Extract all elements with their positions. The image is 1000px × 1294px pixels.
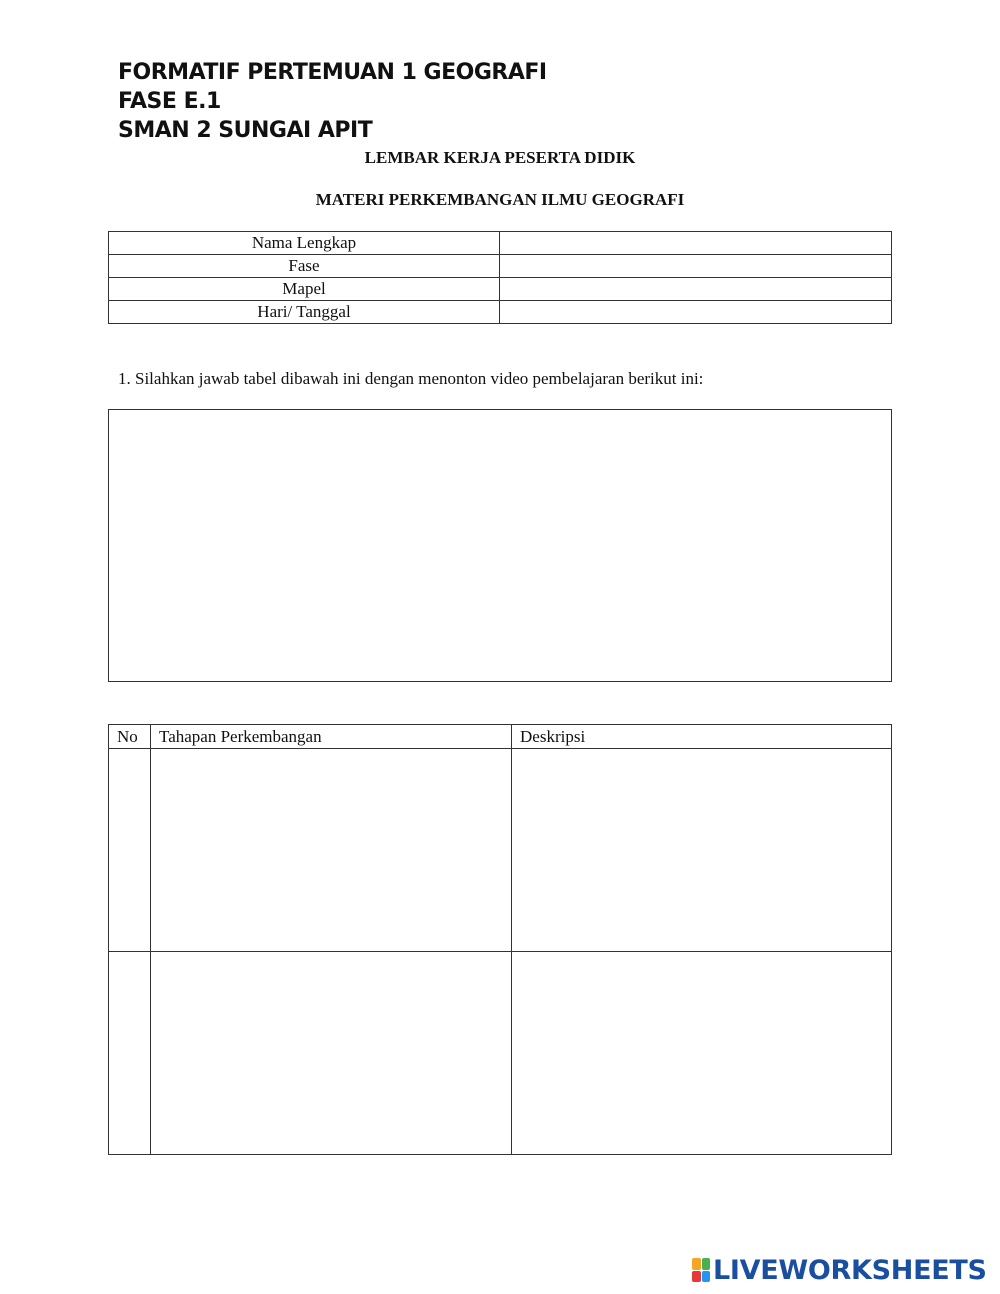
- table-row: [109, 749, 892, 952]
- info-value-input[interactable]: [500, 301, 892, 324]
- student-info-table: [108, 231, 892, 324]
- info-row-date: [109, 301, 892, 324]
- header-deskripsi: Deskripsi: [512, 725, 892, 749]
- info-value-input[interactable]: [500, 232, 892, 255]
- liveworksheets-mark-icon: [692, 1258, 710, 1282]
- info-value-input[interactable]: [500, 278, 892, 301]
- info-label: Hari/ Tanggal: [109, 301, 500, 324]
- info-label: Fase: [109, 255, 500, 278]
- info-label: Nama Lengkap: [109, 232, 500, 255]
- instruction-text: 1. Silahkan jawab tabel dibawah ini dengan menonton video pembelajaran berikut ini:: [118, 369, 704, 388]
- header-tahapan: Tahapan Perkembangan: [151, 725, 512, 749]
- lkpd-title: LEMBAR KERJA PESERTA DIDIK: [364, 148, 636, 167]
- row-no-cell[interactable]: [109, 952, 151, 1155]
- video-embed-box[interactable]: [108, 409, 892, 682]
- header-no: No: [109, 725, 151, 749]
- row-deskripsi-cell[interactable]: [512, 952, 892, 1155]
- worksheet-header-line3: SMAN 2 SUNGAI APIT: [118, 118, 373, 143]
- row-no-cell[interactable]: [109, 749, 151, 952]
- worksheet-header-line2: FASE E.1: [118, 89, 221, 114]
- row-tahapan-cell[interactable]: [151, 749, 512, 952]
- worksheet-header-line1: FORMATIF PERTEMUAN 1 GEOGRAFI: [118, 60, 547, 85]
- info-row-mapel: [109, 278, 892, 301]
- info-label: Mapel: [109, 278, 500, 301]
- row-tahapan-cell[interactable]: [151, 952, 512, 1155]
- materi-title: MATERI PERKEMBANGAN ILMU GEOGRAFI: [315, 190, 685, 209]
- answer-table: [108, 724, 892, 1155]
- info-row-fase: [109, 255, 892, 278]
- info-value-input[interactable]: [500, 255, 892, 278]
- liveworksheets-logo: [692, 1255, 987, 1285]
- logo-text: LIVEWORKSHEETS: [713, 1254, 987, 1286]
- info-row-name: [109, 232, 892, 255]
- answer-table-header: [109, 725, 892, 749]
- table-row: [109, 952, 892, 1155]
- row-deskripsi-cell[interactable]: [512, 749, 892, 952]
